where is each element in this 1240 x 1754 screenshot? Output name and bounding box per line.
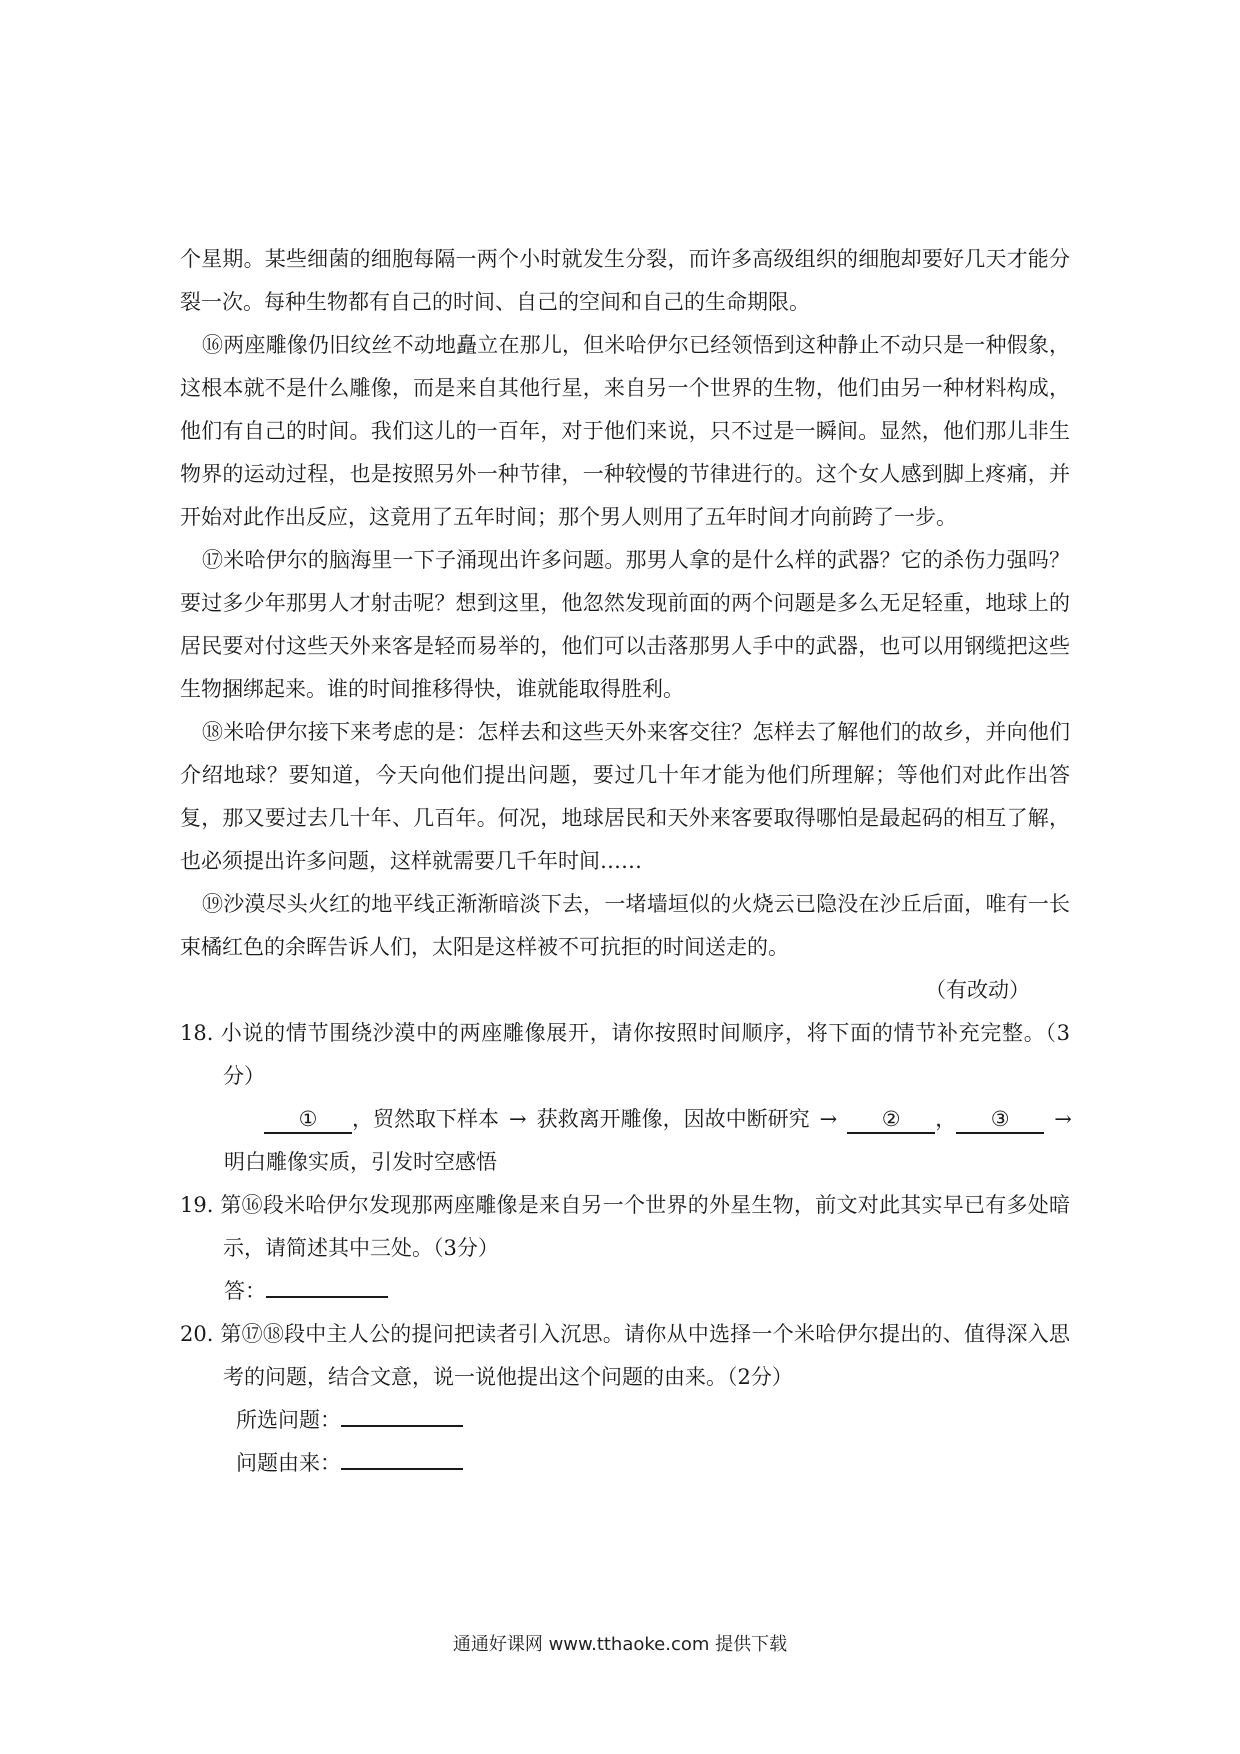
footer: 通通好课网 www.tthaoke.com 提供下载 — [452, 1634, 788, 1655]
selected-question-label: 所选问题： — [236, 1408, 341, 1432]
blank-1[interactable]: ① — [264, 1106, 352, 1134]
arrow-icon: → — [1054, 1107, 1072, 1131]
revision-note: （有改动） — [925, 978, 1030, 1002]
paragraph-18: ⑱米哈伊尔接下来考虑的是：怎样去和这些天外来客交往？怎样去了解他们的故乡，并向他们介绍地球？要知道，今天向他们提出问题，要过几十年才能为他们所理解；等他们对此作出答复，那又要过去几十年、几百年。何况，地球居民和天外来客要取得哪怕是最起码的相互了解，也必须提出许多问题，这样就需要几千年时间…… — [180, 720, 1070, 873]
answer-line-20-a — [180, 1399, 1070, 1442]
paragraph-17: ⑰米哈伊尔的脑海里一下子涌现出许多问题。那男人拿的是什么样的武器？它的杀伤力强吗？要过多少年那男人才射击呢？想到这里，他忽然发现前面的两个问题是多么无足轻重，地球上的居民要对付这些天外来客是轻而易举的，他们可以击落那男人手中的武器，也可以用钢缆把这些生物捆绑起来。谁的时间推移得快，谁就能取得胜利。 — [180, 548, 1070, 701]
paragraph-15-end: 个星期。某些细菌的细胞每隔一两个小时就发生分裂，而许多高级组织的细胞却要好几天才能分裂一次。每种生物都有自己的时间、自己的空间和自己的生命期限。 — [180, 247, 1070, 314]
question-18: 18. 小说的情节围绕沙漠中的两座雕像展开，请你按照时间顺序，将下面的情节补充完整。（3分） — [180, 1021, 1070, 1088]
answer-line-20-b — [180, 1442, 1070, 1485]
question-19: 19. 第⑯段米哈伊尔发现那两座雕像是来自另一个世界的外星生物，前文对此其实早已有多处暗示，请简述其中三处。（3分） — [180, 1193, 1070, 1260]
page-content — [180, 238, 1070, 1485]
answer-label: 答： — [224, 1279, 266, 1303]
plot-step-1: ，贸然取下样本 — [352, 1107, 499, 1131]
plot-flow — [180, 1098, 1070, 1141]
blank-3[interactable]: ③ — [956, 1106, 1044, 1134]
question-origin-label: 问题由来： — [236, 1451, 341, 1475]
paragraph-19: ⑲沙漠尽头火红的地平线正渐渐暗淡下去，一堵墙垣似的火烧云已隐没在沙丘后面，唯有一长束橘红色的余晖告诉人们，太阳是这样被不可抗拒的时间送走的。 — [180, 892, 1070, 959]
comma: ， — [935, 1107, 957, 1131]
plot-step-last: 明白雕像实质，引发时空感悟 — [224, 1150, 497, 1174]
arrow-icon: → — [509, 1107, 527, 1131]
plot-step-2: 获救离开雕像，因故中断研究 — [536, 1107, 810, 1131]
arrow-icon: → — [819, 1107, 838, 1131]
paragraph-16: ⑯两座雕像仍旧纹丝不动地矗立在那儿，但米哈伊尔已经领悟到这种静止不动只是一种假象，这根本就不是什么雕像，而是来自其他行星，来自另一个世界的生物，他们由另一种材料构成，他们有自己的时间。我们这儿的一百年，对于他们来说，只不过是一瞬间。显然，他们那儿非生物界的运动过程，也是按照另外一种节律，一种较慢的节律进行的。这个女人感到脚上疼痛，并开始对此作出反应，这竟用了五年时间；那个男人则用了五年时间才向前跨了一步。 — [180, 333, 1070, 529]
blank-2[interactable]: ② — [847, 1106, 935, 1134]
answer-line-19 — [180, 1270, 1070, 1313]
answer-blank-19[interactable] — [266, 1296, 388, 1298]
answer-blank-20-a[interactable] — [341, 1425, 463, 1427]
answer-blank-20-b[interactable] — [341, 1468, 463, 1470]
question-20: 20. 第⑰⑱段中主人公的提问把读者引入沉思。请你从中选择一个米哈伊尔提出的、值得深入思考的问题，结合文意，说一说他提出这个问题的由来。（2分） — [180, 1322, 1070, 1389]
